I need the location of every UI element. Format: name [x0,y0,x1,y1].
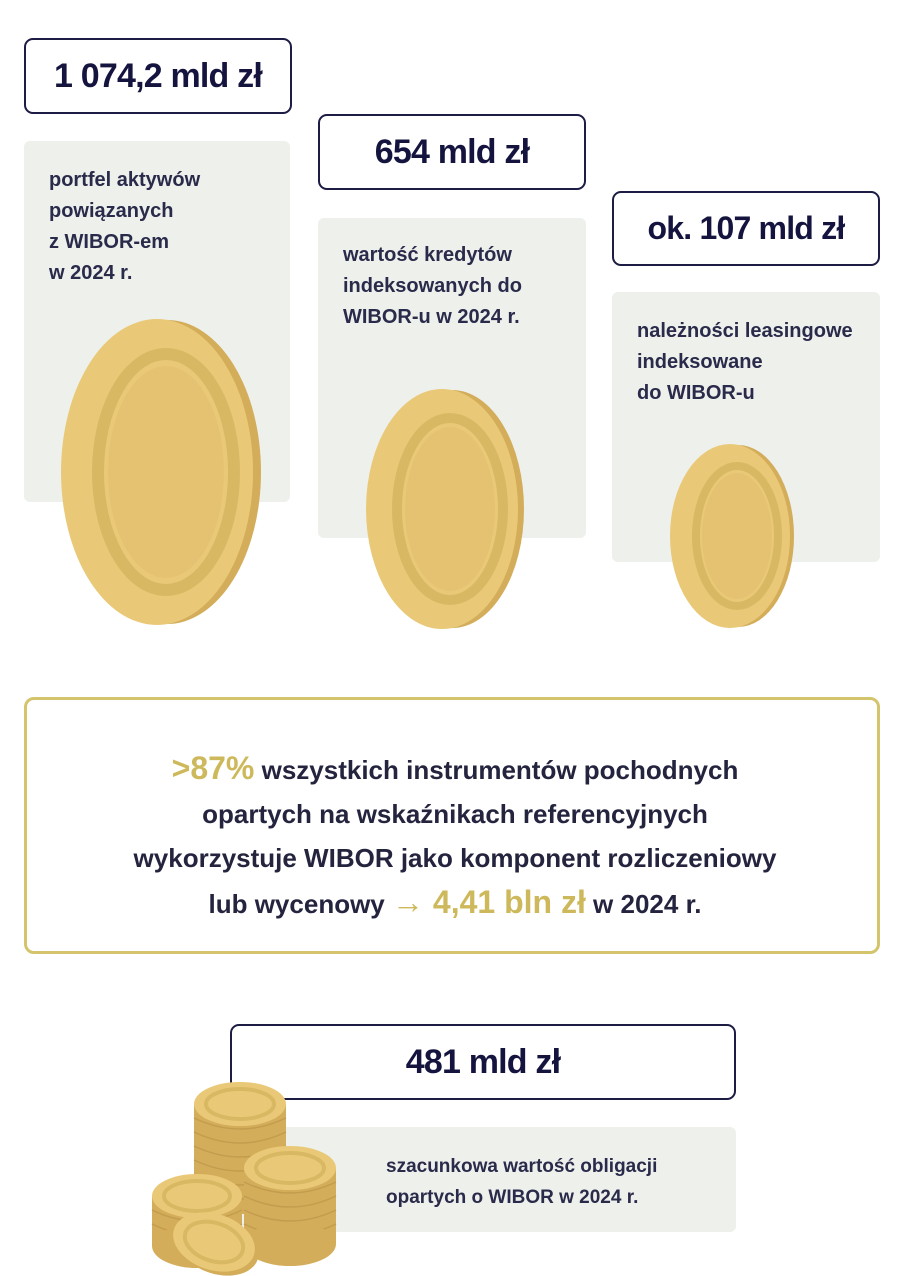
small-coin-icon [666,440,802,632]
stat-1-value: 1 074,2 mld zł [24,38,292,114]
stat-2-value: 654 mld zł [318,114,586,190]
stat-3-description: należności leasingowe indeksowane do WIBOR-u [637,320,853,404]
percent-highlight: >87% [171,750,255,786]
stat-3-value: ok. 107 mld zł [612,191,880,266]
coin-stack-icon [148,1070,348,1276]
derivatives-highlight-text: >87% wszystkich instrumentów pochodnych opartych na wskaźnikach referencyjnych wykorzystuje WIBOR jako komponent rozliczeniowy lub wycenowy → 4,41 bln zł w 2024 r. [133,750,777,920]
bonds-value: 481 mld zł [230,1024,736,1100]
medium-coin-icon [358,385,534,633]
derivatives-highlight-box [24,697,880,954]
stat-2-description: wartość kredytów indeksowanych do WIBOR-u w 2024 r. [343,244,522,328]
amount-highlight: → 4,41 bln zł [392,884,586,920]
large-coin-icon [50,312,270,632]
stat-1-description: portfel aktywów powiązanych z WIBOR-em w 2024 r. [49,169,201,284]
bonds-description: szacunkowa wartość obligacji opartych o WIBOR w 2024 r. [386,1156,658,1208]
